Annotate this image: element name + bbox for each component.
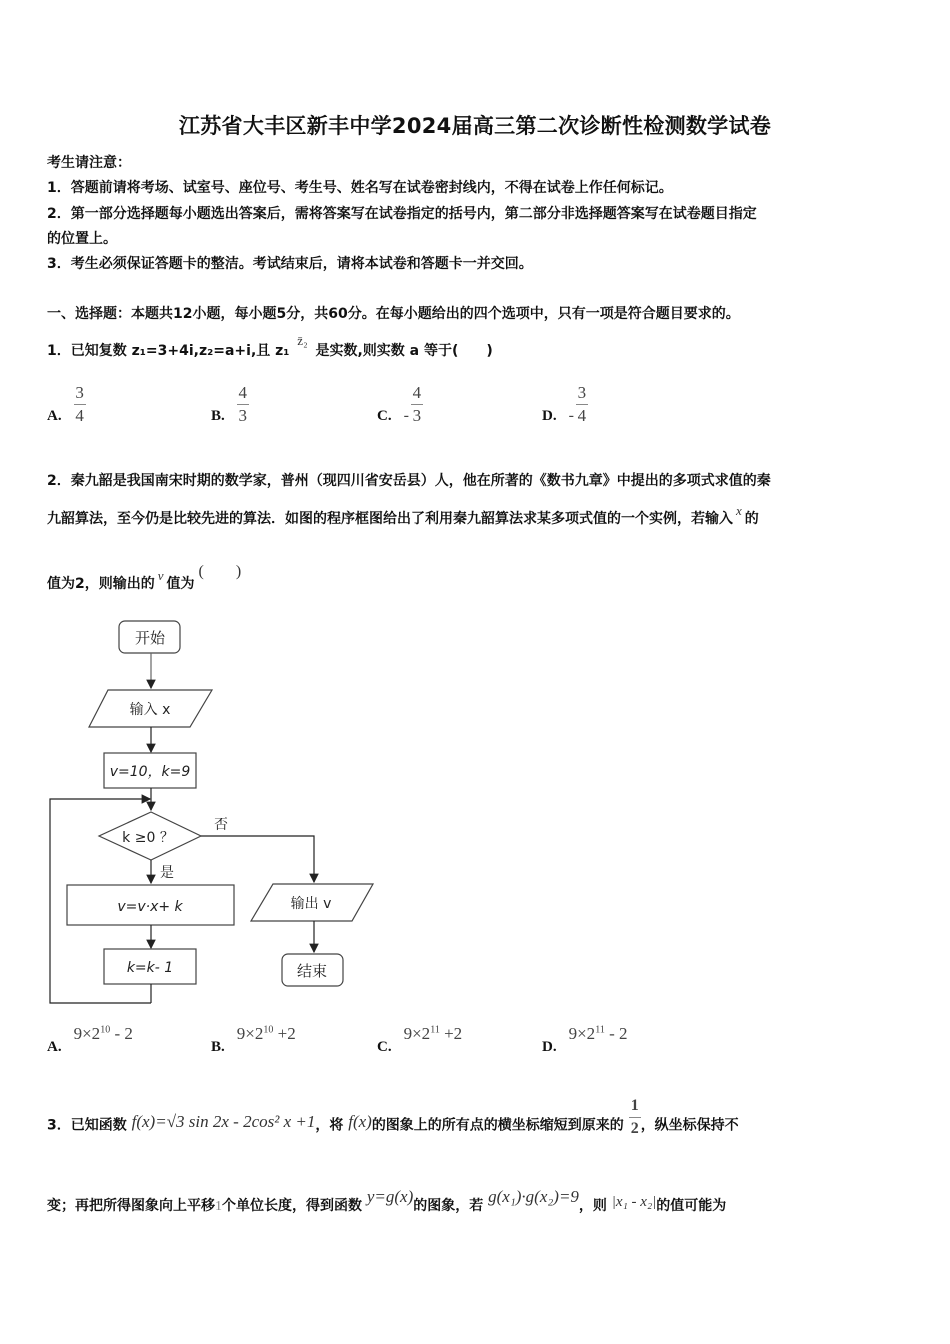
notice-item-1: 1．答题前请将考场、试室号、座位号、考生号、姓名写在试卷密封线内，不得在试卷上作任何标记。 [47, 180, 673, 196]
q1-option-d[interactable]: D. - $\frac{3}{4}$ [542, 383, 587, 425]
notice-item-2: 2．第一部分选择题每小题选出答案后，需将答案写在试卷指定的括号内，第二部分非选择题答案写在试卷题目指定 [47, 206, 757, 222]
svg-text:k ≥0 ？: k ≥0 ？ [122, 830, 174, 846]
var-v: v [157, 568, 164, 583]
svg-text:结束: 结束 [296, 962, 328, 980]
svg-text:v=v·x+ k: v=v·x+ k [117, 899, 183, 915]
notice-heading: 考生请注意： [47, 155, 131, 171]
q1-option-c[interactable]: C. - $\frac{4}{3}$ [377, 383, 422, 425]
svg-text:开始: 开始 [134, 629, 166, 647]
q1-option-a[interactable]: A. $\frac{3}{4}$ [47, 383, 84, 425]
question-2-line-3: 值为2，则输出的v值为( ) [47, 563, 242, 592]
abs-diff: |x₁ - x₂| [611, 1194, 657, 1210]
svg-text:是: 是 [160, 865, 174, 881]
notice-item-2-cont: 的位置上。 [47, 231, 117, 247]
page-title: 江苏省大丰区新丰中学2024届高三第二次诊断性检测数学试卷 [178, 114, 772, 138]
q1-prefix: 1．已知复数 z₁=3+4i,z₂=a+i,且 z₁ [47, 343, 290, 359]
condition: g(x₁)·g(x₂)=9 [488, 1187, 579, 1206]
question-3-line-2: 变；再把所得图象向上平移1个单位长度，得到函数 y=g(x)的图象，若 g(x₁)·g(x₂)=9，则 |x₁ - x₂|的值可能为 [47, 1187, 727, 1214]
q1-conjugate: z̄₂ [297, 333, 308, 348]
q1-option-b[interactable]: B. $\frac{4}{3}$ [211, 383, 248, 425]
function-f: f(x)=√3 sin 2x - 2cos² x +1 [131, 1111, 316, 1131]
svg-text:v=10，k=9: v=10，k=9 [109, 764, 191, 780]
svg-text:输入 x: 输入 x [129, 702, 171, 718]
var-x: x [736, 503, 742, 518]
notice-item-3: 3．考生必须保证答题卡的整洁。考试结束后，请将本试卷和答题卡一并交回。 [47, 256, 533, 272]
question-3-line-1: 3．已知函数 f(x)=√3 sin 2x - 2cos² x +1，将 f(x)的图象上的所有点的横坐标缩短到原来的 $\frac{1}{2}$ ，纵坐标保持不 [47, 1097, 739, 1137]
function-g: y=g(x) [366, 1187, 414, 1206]
svg-text:k=k- 1: k=k- 1 [126, 960, 174, 976]
question-2-line-2: 九韶算法，至今仍是比较先进的算法．如图的程序框图给出了利用秦九韶算法求某多项式值的一个实例，若输入x的 [47, 503, 759, 527]
fraction-half: $\frac{1}{2}$ [630, 1097, 639, 1137]
q2-option-d[interactable]: D. $9\times 2^{11} - 2$ [542, 1024, 628, 1055]
q2-option-c[interactable]: C. $9\times 2^{11} +2$ [377, 1024, 463, 1055]
svg-text:输出 v: 输出 v [290, 896, 332, 912]
q2-option-b[interactable]: B. $9\times 2^{10} +2$ [211, 1024, 296, 1055]
q2-option-a[interactable]: A. $9\times 2^{10} - 2$ [47, 1024, 133, 1055]
svg-text:否: 否 [214, 817, 228, 833]
section-heading: 一、选择题：本题共12小题，每小题5分，共60分。在每小题给出的四个选项中，只有一项是符合题目要求的。 [47, 306, 740, 322]
answer-paren: ( ) [198, 563, 242, 580]
q1-suffix: 是实数,则实数 a 等于( ) [315, 343, 493, 359]
question-2-line-1: 2．秦九韶是我国南宋时期的数学家，普州（现四川省安岳县）人，他在所著的《数书九章》中提出的多项式求值的秦 [47, 473, 771, 489]
